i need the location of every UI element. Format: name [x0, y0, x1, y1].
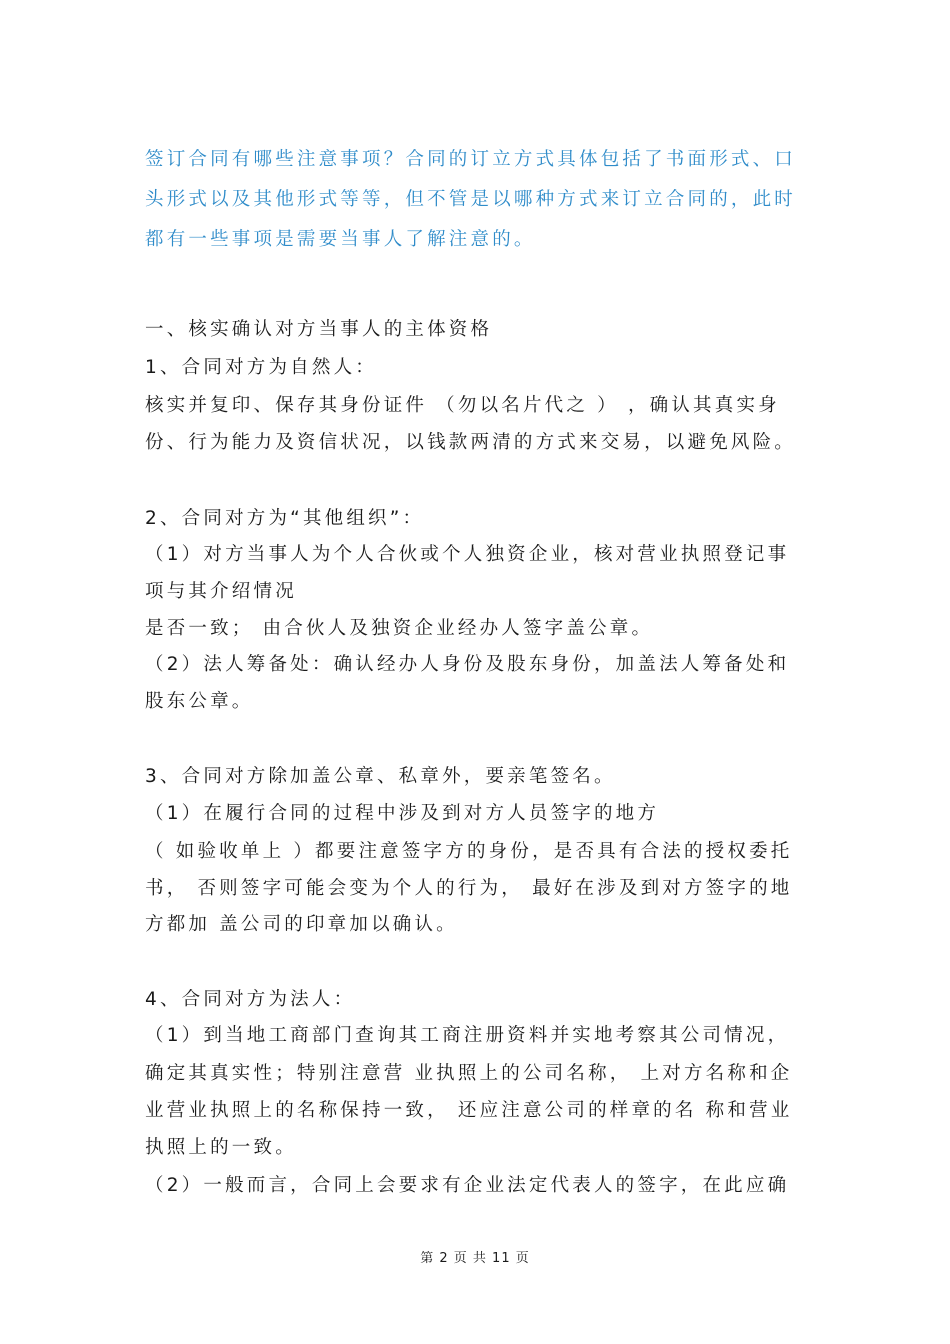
- paragraph-line: （2）法人筹备处：确认经办人身份及股东身份，加盖法人筹备处和: [145, 654, 790, 675]
- intro-line: 签订合同有哪些注意事项？合同的订立方式具体包括了书面形式、口: [145, 149, 797, 170]
- paragraph-line: 份、行为能力及资信状况，以钱款两清的方式来交易，以避免风险。: [145, 432, 797, 453]
- intro-line: 头形式以及其他形式等等，但不管是以哪种方式来订立合同的，此时: [145, 189, 797, 210]
- paragraph-line: 执照上的一致。: [145, 1137, 297, 1158]
- paragraph-line: 确定其真实性；特别注意营 业执照上的公司名称， 上对方名称和企: [145, 1063, 793, 1084]
- item-title: 2、合同对方为“其他组织”：: [145, 508, 425, 529]
- paragraph-line: 核实并复印、保存其身份证件 （勿以名片代之 ） ，确认其真实身: [145, 395, 780, 416]
- item-title: 3、合同对方除加盖公章、私章外，要亲笔签名。: [145, 766, 616, 787]
- intro-line: 都有一些事项是需要当事人了解注意的。: [145, 229, 536, 250]
- paragraph-line: （1）对方当事人为个人合伙或个人独资企业，核对营业执照登记事: [145, 544, 790, 565]
- paragraph-line: 是否一致； 由合伙人及独资企业经办人签字盖公章。: [145, 618, 654, 639]
- section-heading: 一、核实确认对方当事人的主体资格: [145, 319, 493, 340]
- page-number-footer: 第 2 页 共 11 页: [420, 1251, 530, 1266]
- paragraph-line: 股东公章。: [145, 691, 254, 712]
- paragraph-line: 书， 否则签字可能会变为个人的行为， 最好在涉及到对方签字的地: [145, 878, 793, 899]
- paragraph-line: 业营业执照上的名称保持一致， 还应注意公司的样章的名 称和营业: [145, 1100, 793, 1121]
- paragraph-line: 方都加 盖公司的印章加以确认。: [145, 914, 458, 935]
- paragraph-line: （1）在履行合同的过程中涉及到对方人员签字的地方: [145, 803, 660, 824]
- paragraph-line: 项与其介绍情况: [145, 581, 297, 602]
- item-title: 4、合同对方为法人：: [145, 989, 356, 1010]
- paragraph-line: （1）到当地工商部门查询其工商注册资料并实地考察其公司情况，: [145, 1025, 790, 1046]
- paragraph-line: （2）一般而言，合同上会要求有企业法定代表人的签字，在此应确: [145, 1175, 790, 1196]
- paragraph-line: （ 如验收单上 ）都要注意签字方的身份，是否具有合法的授权委托: [145, 841, 793, 862]
- item-title: 1、合同对方为自然人：: [145, 357, 377, 378]
